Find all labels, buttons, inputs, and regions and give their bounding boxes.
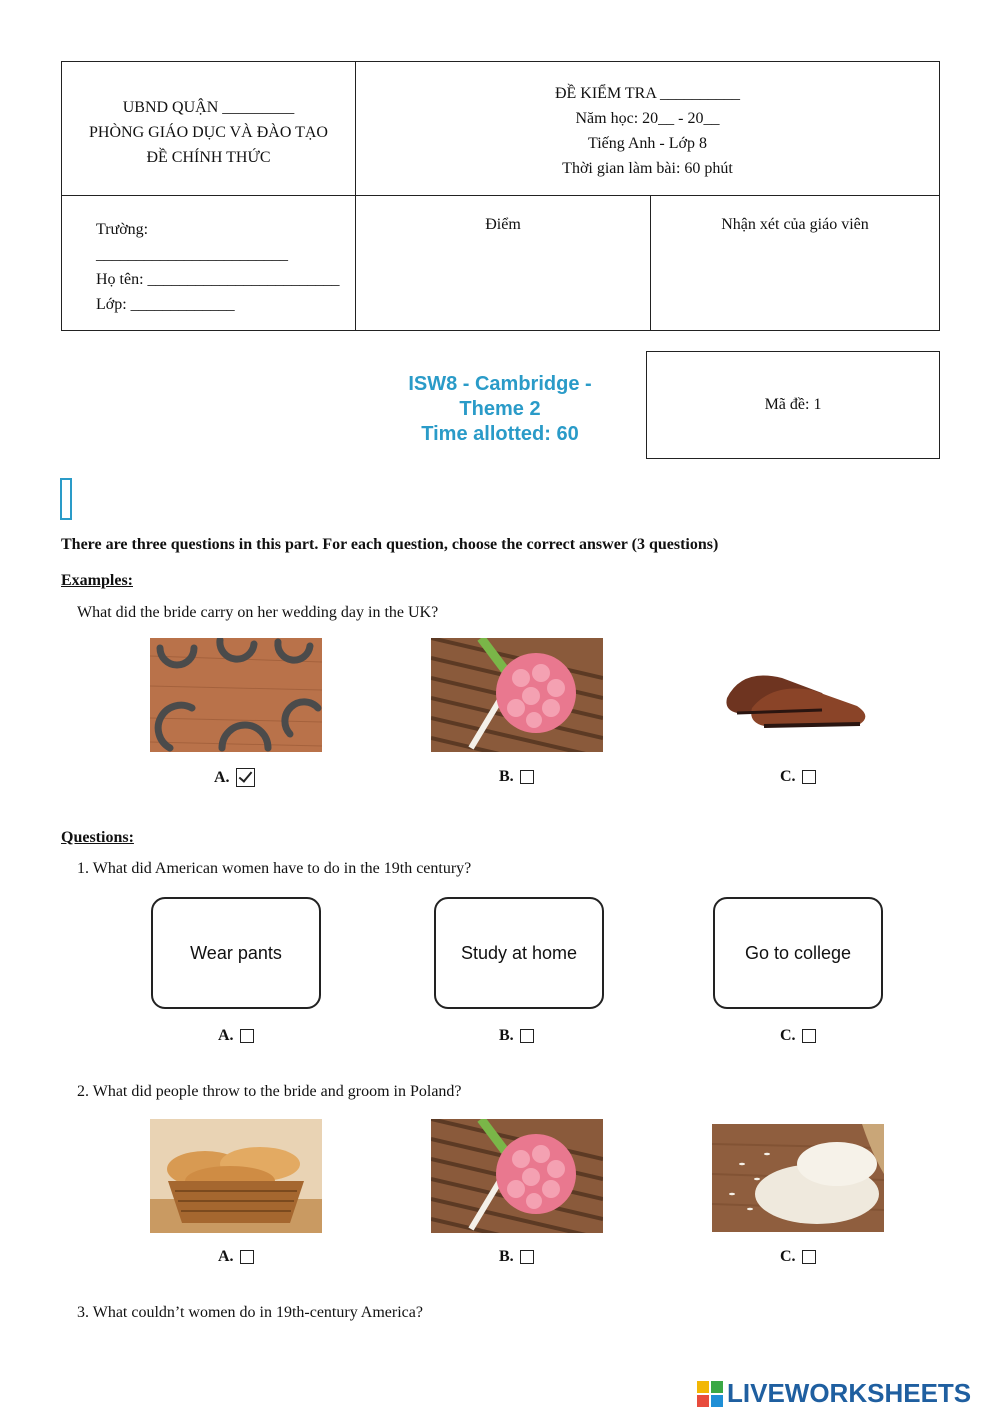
exam-info-cell xyxy=(356,62,940,196)
exam-code-box xyxy=(646,351,940,459)
comment-label: Nhận xét của giáo viên xyxy=(721,216,869,233)
checkbox-icon[interactable] xyxy=(802,1029,816,1043)
official-line: ĐỀ CHÍNH THỨC xyxy=(146,149,271,166)
option-c-label: C. xyxy=(780,1027,796,1044)
q1-box-c-text: Go to college xyxy=(744,942,852,963)
student-info-cell xyxy=(62,196,356,331)
title-line-2: Theme 2 xyxy=(459,398,541,420)
checked-checkbox-icon[interactable] xyxy=(236,768,255,787)
q1-option-c[interactable] xyxy=(780,1027,816,1045)
examples-heading: Examples: xyxy=(61,572,133,589)
q2-option-c[interactable] xyxy=(780,1248,816,1266)
q1-box-b-text: Study at home xyxy=(460,942,578,963)
option-a-label: A. xyxy=(218,1248,234,1265)
q2-option-a[interactable] xyxy=(218,1248,254,1266)
checkbox-icon[interactable] xyxy=(520,1250,534,1264)
duration-line: Thời gian làm bài: 60 phút xyxy=(562,160,733,177)
shoes-image xyxy=(712,638,884,752)
q1-option-a[interactable] xyxy=(218,1027,254,1045)
instruction-text: There are three questions in this part. For each question, choose the correct answer (3 questions) xyxy=(61,536,719,553)
bouquet-image xyxy=(431,638,603,752)
rice-image xyxy=(712,1124,884,1238)
checkbox-icon[interactable] xyxy=(520,1029,534,1043)
example-option-a[interactable] xyxy=(214,768,255,787)
score-label: Điểm xyxy=(485,216,521,233)
q1-box-b xyxy=(434,897,604,1009)
class-field[interactable]: Lớp: _____________ xyxy=(96,296,235,313)
exam-code: Mã đề: 1 xyxy=(764,396,822,413)
example-question: What did the bride carry on her wedding day in the UK? xyxy=(77,604,439,621)
checkbox-icon[interactable] xyxy=(802,770,816,784)
horseshoes-image xyxy=(150,638,322,752)
district-cell xyxy=(62,62,356,196)
school-year-line: Năm học: 20__ - 20__ xyxy=(575,110,720,127)
option-b-label: B. xyxy=(499,1248,514,1265)
question-1-text: 1. What did American women have to do in the 19th century? xyxy=(77,860,472,877)
liveworksheets-logo-icon xyxy=(697,1381,723,1407)
checkbox-icon[interactable] xyxy=(240,1029,254,1043)
example-option-c[interactable] xyxy=(780,768,816,786)
score-cell xyxy=(356,196,651,331)
bread-basket-image xyxy=(150,1119,322,1233)
q1-box-c xyxy=(713,897,883,1009)
title-line-3: Time allotted: 60 xyxy=(421,423,579,445)
name-field[interactable]: Họ tên: ________________________ xyxy=(96,271,340,288)
example-option-b[interactable] xyxy=(499,768,534,786)
question-3-text: 3. What couldn’t women do in 19th-century America? xyxy=(77,1304,423,1321)
option-c-label: C. xyxy=(780,1248,796,1265)
liveworksheets-logo xyxy=(697,1378,971,1409)
checkbox-icon[interactable] xyxy=(240,1250,254,1264)
option-a-label: A. xyxy=(214,768,230,786)
exam-header-table xyxy=(61,61,940,331)
school-label: Trường: xyxy=(96,221,149,238)
checkbox-icon[interactable] xyxy=(802,1250,816,1264)
worksheet-title xyxy=(380,372,620,447)
bouquet-image xyxy=(431,1119,603,1233)
option-b-label: B. xyxy=(499,768,514,785)
district-line: UBND QUẬN _________ xyxy=(122,99,295,116)
title-line-1: ISW8 - Cambridge - xyxy=(408,373,592,395)
option-a-label: A. xyxy=(218,1027,234,1044)
q1-option-b[interactable] xyxy=(499,1027,534,1045)
liveworksheets-logo-text: LIVEWORKSHEETS xyxy=(727,1378,972,1408)
exam-title-line: ĐỀ KIỂM TRA __________ xyxy=(554,85,741,102)
text-input-marker[interactable] xyxy=(60,478,72,520)
subject-line: Tiếng Anh - Lớp 8 xyxy=(588,135,707,152)
question-2-text: 2. What did people throw to the bride and groom in Poland? xyxy=(77,1083,462,1100)
school-field[interactable]: ________________________ xyxy=(96,246,288,263)
questions-heading: Questions: xyxy=(61,829,134,846)
option-b-label: B. xyxy=(499,1027,514,1044)
department-line: PHÒNG GIÁO DỤC VÀ ĐÀO TẠO xyxy=(89,124,328,141)
q2-option-b[interactable] xyxy=(499,1248,534,1266)
q1-box-a-text: Wear pants xyxy=(190,942,282,963)
comment-cell xyxy=(651,196,940,331)
checkbox-icon[interactable] xyxy=(520,770,534,784)
q1-box-a xyxy=(151,897,321,1009)
option-c-label: C. xyxy=(780,768,796,785)
